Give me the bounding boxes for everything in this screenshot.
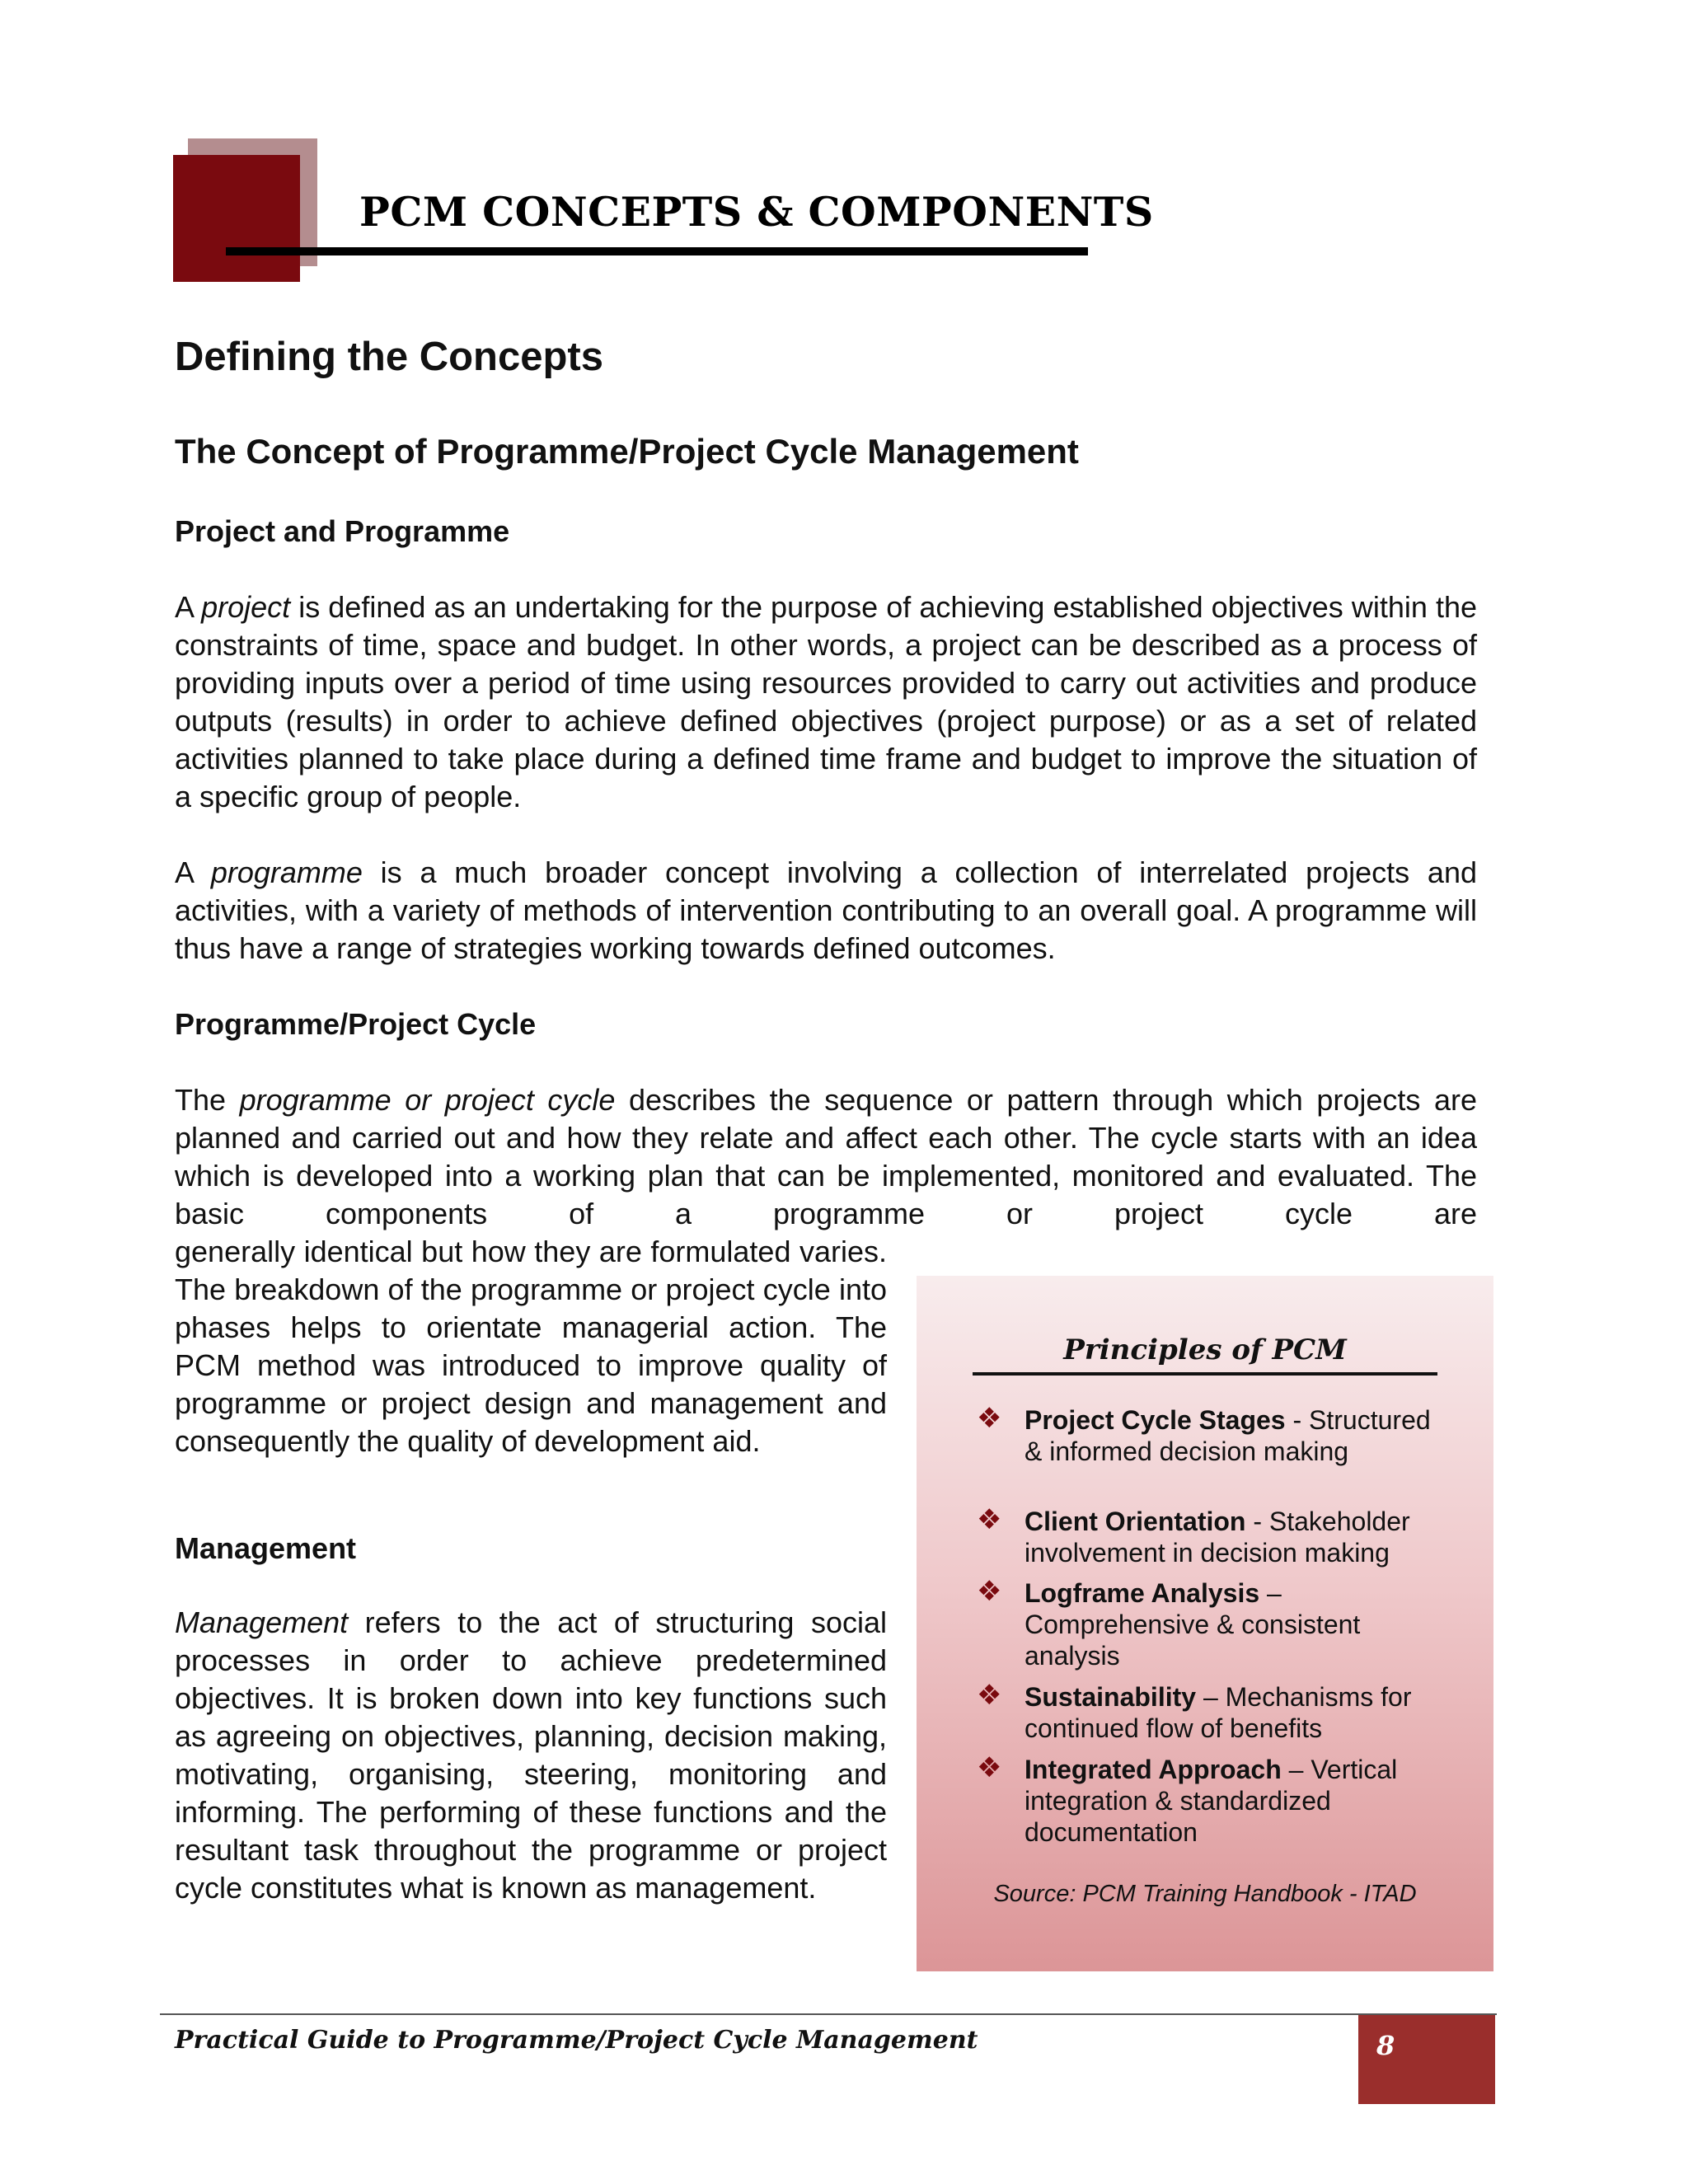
- diamond-bullet-icon: ❖: [977, 1680, 1002, 1711]
- paragraph-cycle-continued: generally identical but how they are formulated varies. The breakdown of the programme or project cycle into phases helps to orientate managerial action. The PCM method was introduced to improve quality of programme or project design and management and consequently the quality of development aid.: [175, 1235, 887, 1458]
- header-square-front: [173, 155, 300, 282]
- principle-description: Mechanisms for continued flow of benefits: [1025, 1682, 1412, 1743]
- diamond-bullet-icon: ❖: [977, 1752, 1002, 1783]
- principle-separator: –: [1196, 1682, 1226, 1712]
- diamond-bullet-icon: ❖: [977, 1576, 1002, 1607]
- paragraph-cycle-body: describes the sequence or pattern through which projects are planned and carried out and how they relate and affect each other. The cycle starts with an idea which is developed into a working plan that can be implemented, monitored and evaluated. The basic components of a programme or project cycle are: [175, 1083, 1477, 1230]
- paragraph-cycle-lead: The: [175, 1083, 240, 1117]
- chapter-title: PCM CONCEPTS & COMPONENTS: [359, 188, 1154, 236]
- principle-name: Sustainability: [1025, 1682, 1197, 1712]
- principles-box-source: Source: PCM Training Handbook - ITAD: [993, 1881, 1417, 1907]
- term-programme: programme: [210, 855, 363, 889]
- principle-separator: -: [1245, 1507, 1269, 1536]
- principles-box-rule: [973, 1372, 1437, 1376]
- principle-separator: -: [1285, 1405, 1310, 1435]
- heading-management: Management: [175, 1531, 357, 1565]
- paragraph-project: [175, 588, 1477, 816]
- principle-name: Client Orientation: [1025, 1507, 1246, 1536]
- paragraph-programme-body: is a much broader concept involving a collection of interrelated projects and activities, with a variety of methods of intervention contributing to an overall goal. A programme will thus have a range of strategies working towards defined outcomes.: [175, 855, 1477, 965]
- principles-box-title: Principles of PCM: [1063, 1333, 1347, 1366]
- principle-description: Vertical integration & standardized documentation: [1025, 1755, 1398, 1847]
- principle-description: Comprehensive & consistent analysis: [1025, 1610, 1361, 1671]
- paragraph-project-body: is defined as an undertaking for the purpose of achieving established objectives within the constraints of time, space and budget. In other words, a project can be described as a process of providing inputs over a period of time using resources provided to carry out activities and produce outputs (results) in order to achieve defined objectives (project purpose) or as a set of related activities planned to take place during a defined time frame and budget to improve the situation of a specific group of people.: [175, 590, 1477, 813]
- principle-name: Integrated Approach: [1025, 1755, 1282, 1784]
- paragraph-programme: [175, 854, 1477, 968]
- page-number: 8: [1376, 2030, 1395, 2061]
- paragraph-management: [175, 1604, 887, 1907]
- paragraph-project-lead: A: [175, 590, 202, 624]
- chapter-title-rule: [226, 247, 1088, 255]
- principle-separator: –: [1281, 1755, 1311, 1784]
- principle-item: [977, 1681, 1455, 1744]
- principle-item: [977, 1506, 1455, 1568]
- principle-separator: –: [1259, 1578, 1282, 1608]
- principle-description: Structured & informed decision making: [1025, 1405, 1431, 1466]
- paragraph-management-body: refers to the act of structuring social processes in order to achieve predetermined objectives. It is broken down into key functions such as agreeing on objectives, planning, decision making, motivating, organising, steering, monitoring and informing. The performing of these functions and the resultant task throughout the programme or project cycle constitutes what is known as management.: [175, 1605, 887, 1905]
- principle-item: [977, 1577, 1455, 1671]
- diamond-bullet-icon: ❖: [977, 1504, 1002, 1535]
- principle-item: [977, 1404, 1455, 1467]
- principle-description: Stakeholder involvement in decision making: [1025, 1507, 1410, 1568]
- principle-name: Logframe Analysis: [1025, 1578, 1260, 1608]
- term-programme-or-project-cycle: programme or project cycle: [239, 1083, 616, 1117]
- term-project: project: [201, 590, 291, 624]
- paragraph-cycle: [175, 1081, 1477, 1233]
- diamond-bullet-icon: ❖: [977, 1403, 1002, 1434]
- heading-programme-project-cycle: Programme/Project Cycle: [175, 1007, 537, 1041]
- subsection-heading: The Concept of Programme/Project Cycle Management: [175, 432, 1079, 471]
- footer-title: Practical Guide to Programme/Project Cycle Management: [175, 2026, 978, 2055]
- principle-name: Project Cycle Stages: [1025, 1405, 1286, 1435]
- footer-rule: [160, 2013, 1497, 2015]
- paragraph-programme-lead: A: [175, 855, 211, 889]
- term-management: Management: [175, 1605, 349, 1639]
- page-number-box: [1358, 2015, 1495, 2104]
- section-heading: Defining the Concepts: [175, 335, 603, 379]
- principle-item: [977, 1754, 1455, 1848]
- heading-project-and-programme: Project and Programme: [175, 514, 510, 548]
